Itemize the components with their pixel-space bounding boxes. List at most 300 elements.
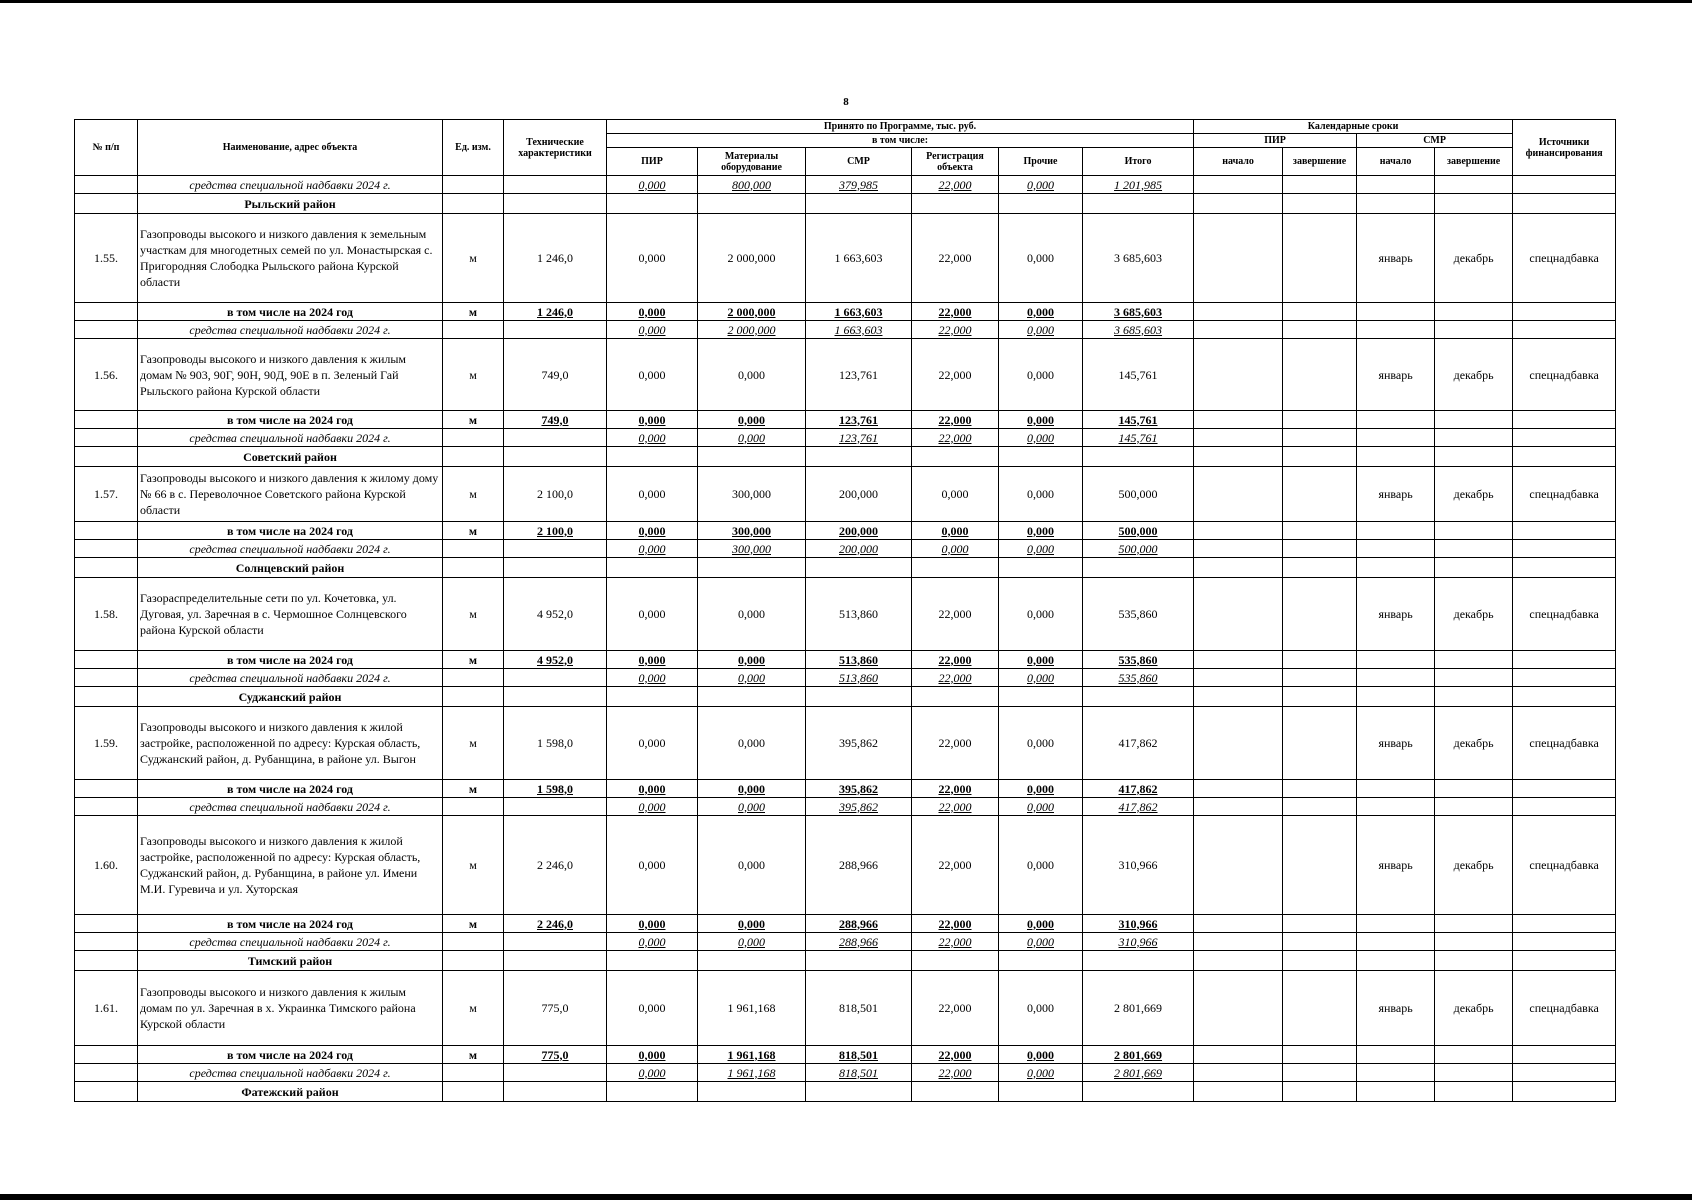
cell-num	[75, 1064, 138, 1082]
cell-name: Газопроводы высокого и низкого давления к жилой застройке, расположенной по адресу: Курская область, Суджанский район, д. Рубанщина, в районе ул. Имени М.И. Гуревича и ул. Хуторская	[138, 816, 443, 915]
cell-pir-end	[1283, 467, 1357, 522]
cell-num: 1.61.	[75, 971, 138, 1046]
cell-tech: 4 952,0	[504, 651, 607, 669]
cell-tech: 775,0	[504, 1046, 607, 1064]
cell-pir-start	[1194, 467, 1283, 522]
subtotal-row	[75, 522, 1616, 540]
cell-pir-start	[1194, 540, 1283, 558]
header-other: Прочие	[999, 148, 1083, 176]
cell-pir-start	[1194, 522, 1283, 540]
cell-smr: 513,860	[806, 651, 912, 669]
special-fund-row	[75, 933, 1616, 951]
cell-tech: 2 246,0	[504, 816, 607, 915]
cell-total: 535,860	[1083, 669, 1194, 687]
cell-smr: 1 663,603	[806, 321, 912, 339]
cell-total: 3 685,603	[1083, 214, 1194, 303]
cell-unit: м	[443, 816, 504, 915]
cell-unit	[443, 1082, 504, 1102]
cell-other: 0,000	[999, 1064, 1083, 1082]
cell-smr-start: январь	[1357, 467, 1435, 522]
cell-unit	[443, 669, 504, 687]
cell-source	[1513, 1046, 1616, 1064]
cell-tech	[504, 558, 607, 578]
cell-source	[1513, 522, 1616, 540]
cell-smr-start	[1357, 915, 1435, 933]
cell-pir: 0,000	[607, 339, 698, 411]
cell-num	[75, 176, 138, 194]
cell-name: средства специальной надбавки 2024 г.	[138, 933, 443, 951]
cell-unit: м	[443, 522, 504, 540]
header-pir-end: завершение	[1283, 148, 1357, 176]
cell-source	[1513, 915, 1616, 933]
cell-name: средства специальной надбавки 2024 г.	[138, 321, 443, 339]
cell-tech	[504, 687, 607, 707]
cell-source	[1513, 558, 1616, 578]
cell-tech	[504, 1064, 607, 1082]
cell-registration: 22,000	[912, 798, 999, 816]
cell-other: 0,000	[999, 933, 1083, 951]
cell-source: спецнадбавка	[1513, 339, 1616, 411]
cell-pir-end	[1283, 971, 1357, 1046]
cell-pir-end	[1283, 1082, 1357, 1102]
cell-name: в том числе на 2024 год	[138, 303, 443, 321]
header-smr-start: начало	[1357, 148, 1435, 176]
cell-unit	[443, 429, 504, 447]
header-cal-pir: ПИР	[1194, 134, 1357, 148]
cell-pir: 0,000	[607, 467, 698, 522]
cell-num	[75, 558, 138, 578]
cell-materials: 2 000,000	[698, 321, 806, 339]
cell-registration	[912, 687, 999, 707]
cell-tech: 749,0	[504, 411, 607, 429]
cell-pir	[607, 687, 698, 707]
cell-unit: м	[443, 707, 504, 780]
cell-smr-end	[1435, 194, 1513, 214]
cell-pir-end	[1283, 176, 1357, 194]
cell-unit	[443, 540, 504, 558]
district-row	[75, 194, 1616, 214]
cell-total	[1083, 1082, 1194, 1102]
cell-smr: 513,860	[806, 669, 912, 687]
cell-num	[75, 687, 138, 707]
cell-name: Газопроводы высокого и низкого давления к земельным участкам для многодетных семей по ул. Монастырская с. Пригородняя Слободка Рыльского района Курской области	[138, 214, 443, 303]
cell-registration: 22,000	[912, 339, 999, 411]
cell-smr	[806, 1082, 912, 1102]
cell-smr-end	[1435, 522, 1513, 540]
cell-registration: 22,000	[912, 1046, 999, 1064]
cell-source: спецнадбавка	[1513, 971, 1616, 1046]
cell-registration: 22,000	[912, 303, 999, 321]
cell-other: 0,000	[999, 303, 1083, 321]
cell-registration	[912, 194, 999, 214]
cell-other: 0,000	[999, 522, 1083, 540]
cell-materials: 300,000	[698, 522, 806, 540]
cell-total: 500,000	[1083, 540, 1194, 558]
cell-tech: 1 598,0	[504, 707, 607, 780]
cell-pir-start	[1194, 951, 1283, 971]
object-row	[75, 707, 1616, 780]
cell-name: Солнцевский район	[138, 558, 443, 578]
cell-name: в том числе на 2024 год	[138, 780, 443, 798]
cell-other	[999, 194, 1083, 214]
cell-smr-end	[1435, 1064, 1513, 1082]
cell-smr-start: январь	[1357, 578, 1435, 651]
cell-pir: 0,000	[607, 429, 698, 447]
cell-total: 535,860	[1083, 578, 1194, 651]
subtotal-row	[75, 1046, 1616, 1064]
object-row	[75, 971, 1616, 1046]
cell-tech: 2 246,0	[504, 915, 607, 933]
cell-tech: 2 100,0	[504, 522, 607, 540]
cell-pir-end	[1283, 816, 1357, 915]
cell-pir-end	[1283, 411, 1357, 429]
cell-smr-end	[1435, 798, 1513, 816]
cell-unit	[443, 447, 504, 467]
cell-pir	[607, 1082, 698, 1102]
header-incl-group: в том числе:	[607, 134, 1194, 148]
cell-tech	[504, 669, 607, 687]
cell-total: 535,860	[1083, 651, 1194, 669]
cell-smr-start: январь	[1357, 816, 1435, 915]
cell-registration: 22,000	[912, 214, 999, 303]
cell-materials: 300,000	[698, 540, 806, 558]
cell-pir	[607, 194, 698, 214]
cell-unit	[443, 951, 504, 971]
cell-source: спецнадбавка	[1513, 578, 1616, 651]
cell-materials: 0,000	[698, 339, 806, 411]
cell-registration	[912, 951, 999, 971]
page-number: 8	[843, 96, 849, 108]
cell-pir	[607, 447, 698, 467]
cell-total	[1083, 447, 1194, 467]
special-fund-row	[75, 669, 1616, 687]
cell-tech	[504, 798, 607, 816]
cell-smr	[806, 194, 912, 214]
cell-pir-end	[1283, 194, 1357, 214]
cell-other: 0,000	[999, 915, 1083, 933]
cell-unit: м	[443, 467, 504, 522]
cell-source	[1513, 411, 1616, 429]
cell-registration: 22,000	[912, 816, 999, 915]
cell-other: 0,000	[999, 214, 1083, 303]
cell-smr-end	[1435, 951, 1513, 971]
cell-other: 0,000	[999, 429, 1083, 447]
cell-pir-end	[1283, 578, 1357, 651]
cell-other: 0,000	[999, 339, 1083, 411]
cell-materials: 800,000	[698, 176, 806, 194]
cell-registration: 22,000	[912, 915, 999, 933]
cell-pir-start	[1194, 915, 1283, 933]
cell-num	[75, 1046, 138, 1064]
cell-smr-end	[1435, 558, 1513, 578]
cell-registration: 22,000	[912, 971, 999, 1046]
cell-materials: 1 961,168	[698, 1046, 806, 1064]
cell-pir-end	[1283, 558, 1357, 578]
cell-total: 1 201,985	[1083, 176, 1194, 194]
cell-registration: 22,000	[912, 429, 999, 447]
header-program-group: Принято по Программе, тыс. руб.	[607, 120, 1194, 134]
district-row	[75, 1082, 1616, 1102]
cell-registration: 22,000	[912, 780, 999, 798]
subtotal-row	[75, 780, 1616, 798]
header-source: Источники финансирования	[1513, 120, 1616, 176]
cell-pir-end	[1283, 669, 1357, 687]
cell-materials: 0,000	[698, 780, 806, 798]
cell-num	[75, 951, 138, 971]
cell-smr: 200,000	[806, 540, 912, 558]
cell-tech	[504, 176, 607, 194]
cell-smr-end	[1435, 540, 1513, 558]
cell-smr: 200,000	[806, 522, 912, 540]
cell-smr-end: декабрь	[1435, 339, 1513, 411]
cell-smr-end	[1435, 411, 1513, 429]
cell-materials	[698, 558, 806, 578]
cell-smr: 200,000	[806, 467, 912, 522]
cell-materials: 0,000	[698, 707, 806, 780]
cell-smr-end: декабрь	[1435, 816, 1513, 915]
cell-smr-end: декабрь	[1435, 578, 1513, 651]
cell-registration: 22,000	[912, 933, 999, 951]
scan-top-edge	[0, 0, 1692, 3]
cell-other: 0,000	[999, 780, 1083, 798]
header-unit: Ед. изм.	[443, 120, 504, 176]
cell-unit: м	[443, 971, 504, 1046]
cell-smr: 123,761	[806, 429, 912, 447]
cell-pir-end	[1283, 1064, 1357, 1082]
cell-num	[75, 780, 138, 798]
cell-pir-start	[1194, 429, 1283, 447]
cell-materials	[698, 447, 806, 467]
cell-source	[1513, 540, 1616, 558]
cell-smr-end	[1435, 1046, 1513, 1064]
cell-pir-start	[1194, 780, 1283, 798]
cell-materials: 2 000,000	[698, 303, 806, 321]
header-pir: ПИР	[607, 148, 698, 176]
cell-unit: м	[443, 578, 504, 651]
cell-smr	[806, 447, 912, 467]
cell-smr-start	[1357, 194, 1435, 214]
cell-tech	[504, 933, 607, 951]
cell-pir-start	[1194, 214, 1283, 303]
cell-pir-start	[1194, 578, 1283, 651]
cell-total	[1083, 558, 1194, 578]
cell-pir-start	[1194, 339, 1283, 411]
special-fund-row	[75, 798, 1616, 816]
cell-total: 310,966	[1083, 915, 1194, 933]
cell-other	[999, 447, 1083, 467]
cell-source	[1513, 669, 1616, 687]
cell-pir-end	[1283, 651, 1357, 669]
cell-smr-start: январь	[1357, 707, 1435, 780]
cell-pir-end	[1283, 1046, 1357, 1064]
cell-materials: 0,000	[698, 651, 806, 669]
cell-total: 2 801,669	[1083, 971, 1194, 1046]
cell-source	[1513, 447, 1616, 467]
cell-smr-start	[1357, 447, 1435, 467]
cell-total: 310,966	[1083, 816, 1194, 915]
cell-other: 0,000	[999, 411, 1083, 429]
cell-pir-start	[1194, 669, 1283, 687]
cell-registration: 0,000	[912, 540, 999, 558]
cell-materials	[698, 951, 806, 971]
cell-pir-end	[1283, 522, 1357, 540]
cell-pir-end	[1283, 687, 1357, 707]
cell-materials: 0,000	[698, 578, 806, 651]
cell-smr-end	[1435, 780, 1513, 798]
special-fund-row	[75, 1064, 1616, 1082]
header-materials: Материалы оборудование	[698, 148, 806, 176]
cell-name: Суджанский район	[138, 687, 443, 707]
scan-bottom-edge	[0, 1194, 1692, 1200]
cell-total: 145,761	[1083, 339, 1194, 411]
cell-smr-start	[1357, 669, 1435, 687]
cell-num	[75, 798, 138, 816]
cell-num	[75, 669, 138, 687]
cell-pir-end	[1283, 780, 1357, 798]
cell-other: 0,000	[999, 467, 1083, 522]
cell-registration	[912, 447, 999, 467]
cell-smr: 1 663,603	[806, 303, 912, 321]
cell-num: 1.59.	[75, 707, 138, 780]
cell-smr-end: декабрь	[1435, 707, 1513, 780]
cell-name: средства специальной надбавки 2024 г.	[138, 1064, 443, 1082]
cell-smr-start	[1357, 933, 1435, 951]
cell-unit: м	[443, 915, 504, 933]
cell-registration: 22,000	[912, 321, 999, 339]
cell-pir: 0,000	[607, 780, 698, 798]
cell-pir: 0,000	[607, 303, 698, 321]
cell-tech	[504, 194, 607, 214]
cell-other: 0,000	[999, 321, 1083, 339]
cell-materials: 1 961,168	[698, 1064, 806, 1082]
cell-name: средства специальной надбавки 2024 г.	[138, 176, 443, 194]
header-pir-start: начало	[1194, 148, 1283, 176]
cell-pir-start	[1194, 651, 1283, 669]
cell-registration: 22,000	[912, 176, 999, 194]
cell-num	[75, 522, 138, 540]
header-smr: СМР	[806, 148, 912, 176]
cell-source	[1513, 1064, 1616, 1082]
cell-pir: 0,000	[607, 540, 698, 558]
cell-pir-end	[1283, 447, 1357, 467]
cell-smr-start	[1357, 429, 1435, 447]
cell-registration: 0,000	[912, 522, 999, 540]
cell-tech	[504, 1082, 607, 1102]
cell-unit: м	[443, 1046, 504, 1064]
cell-num	[75, 411, 138, 429]
cell-num	[75, 303, 138, 321]
object-row	[75, 578, 1616, 651]
cell-num	[75, 651, 138, 669]
cell-smr-end: декабрь	[1435, 214, 1513, 303]
cell-pir-end	[1283, 321, 1357, 339]
cell-source: спецнадбавка	[1513, 707, 1616, 780]
cell-num	[75, 429, 138, 447]
header-cal-smr: СМР	[1357, 134, 1513, 148]
cell-source	[1513, 194, 1616, 214]
cell-smr: 1 663,603	[806, 214, 912, 303]
cell-registration: 22,000	[912, 411, 999, 429]
cell-smr-end	[1435, 669, 1513, 687]
cell-name: средства специальной надбавки 2024 г.	[138, 429, 443, 447]
cell-tech	[504, 951, 607, 971]
cell-num: 1.57.	[75, 467, 138, 522]
cell-smr-start: январь	[1357, 339, 1435, 411]
cell-total: 310,966	[1083, 933, 1194, 951]
cell-smr-start	[1357, 176, 1435, 194]
special-fund-row	[75, 540, 1616, 558]
cell-materials: 0,000	[698, 915, 806, 933]
header-calendar-group: Календарные сроки	[1194, 120, 1513, 134]
cell-pir: 0,000	[607, 214, 698, 303]
cell-registration	[912, 558, 999, 578]
cell-pir-start	[1194, 707, 1283, 780]
cell-registration: 22,000	[912, 578, 999, 651]
cell-materials	[698, 194, 806, 214]
cell-total	[1083, 687, 1194, 707]
district-row	[75, 687, 1616, 707]
cell-num: 1.60.	[75, 816, 138, 915]
cell-num	[75, 194, 138, 214]
cell-smr: 513,860	[806, 578, 912, 651]
cell-name: средства специальной надбавки 2024 г.	[138, 540, 443, 558]
cell-registration: 22,000	[912, 669, 999, 687]
cell-smr: 395,862	[806, 780, 912, 798]
cell-pir-start	[1194, 1046, 1283, 1064]
cell-source	[1513, 1082, 1616, 1102]
cell-smr-start: январь	[1357, 214, 1435, 303]
cell-tech: 1 246,0	[504, 303, 607, 321]
object-row	[75, 467, 1616, 522]
cell-pir-start	[1194, 1064, 1283, 1082]
cell-name: Газопроводы высокого и низкого давления к жилым домам № 903, 90Г, 90Н, 90Д, 90Е в п. Зеленый Гай Рыльского района Курской области	[138, 339, 443, 411]
cell-num	[75, 321, 138, 339]
cell-tech	[504, 447, 607, 467]
cell-smr-start	[1357, 303, 1435, 321]
subtotal-row	[75, 915, 1616, 933]
cell-name: в том числе на 2024 год	[138, 411, 443, 429]
special-fund-row	[75, 321, 1616, 339]
cell-num: 1.56.	[75, 339, 138, 411]
cell-pir: 0,000	[607, 933, 698, 951]
cell-source	[1513, 429, 1616, 447]
cell-smr-start	[1357, 321, 1435, 339]
cell-name: Советский район	[138, 447, 443, 467]
cell-registration: 22,000	[912, 1064, 999, 1082]
cell-materials: 0,000	[698, 798, 806, 816]
cell-pir: 0,000	[607, 669, 698, 687]
cell-unit	[443, 321, 504, 339]
cell-pir-start	[1194, 558, 1283, 578]
cell-smr-start: январь	[1357, 971, 1435, 1046]
cell-pir-end	[1283, 798, 1357, 816]
cell-unit: м	[443, 780, 504, 798]
cell-name: в том числе на 2024 год	[138, 651, 443, 669]
cell-pir: 0,000	[607, 798, 698, 816]
cell-pir-start	[1194, 321, 1283, 339]
cell-name: Газопроводы высокого и низкого давления к жилой застройке, расположенной по адресу: Курская область, Суджанский район, д. Рубанщина, в районе ул. Выгон	[138, 707, 443, 780]
cell-source	[1513, 933, 1616, 951]
cell-name: в том числе на 2024 год	[138, 1046, 443, 1064]
cell-smr-start	[1357, 522, 1435, 540]
cell-tech: 1 246,0	[504, 214, 607, 303]
cell-other: 0,000	[999, 707, 1083, 780]
cell-pir-end	[1283, 429, 1357, 447]
cell-pir-start	[1194, 194, 1283, 214]
cell-materials	[698, 687, 806, 707]
cell-materials: 0,000	[698, 669, 806, 687]
cell-registration: 22,000	[912, 651, 999, 669]
